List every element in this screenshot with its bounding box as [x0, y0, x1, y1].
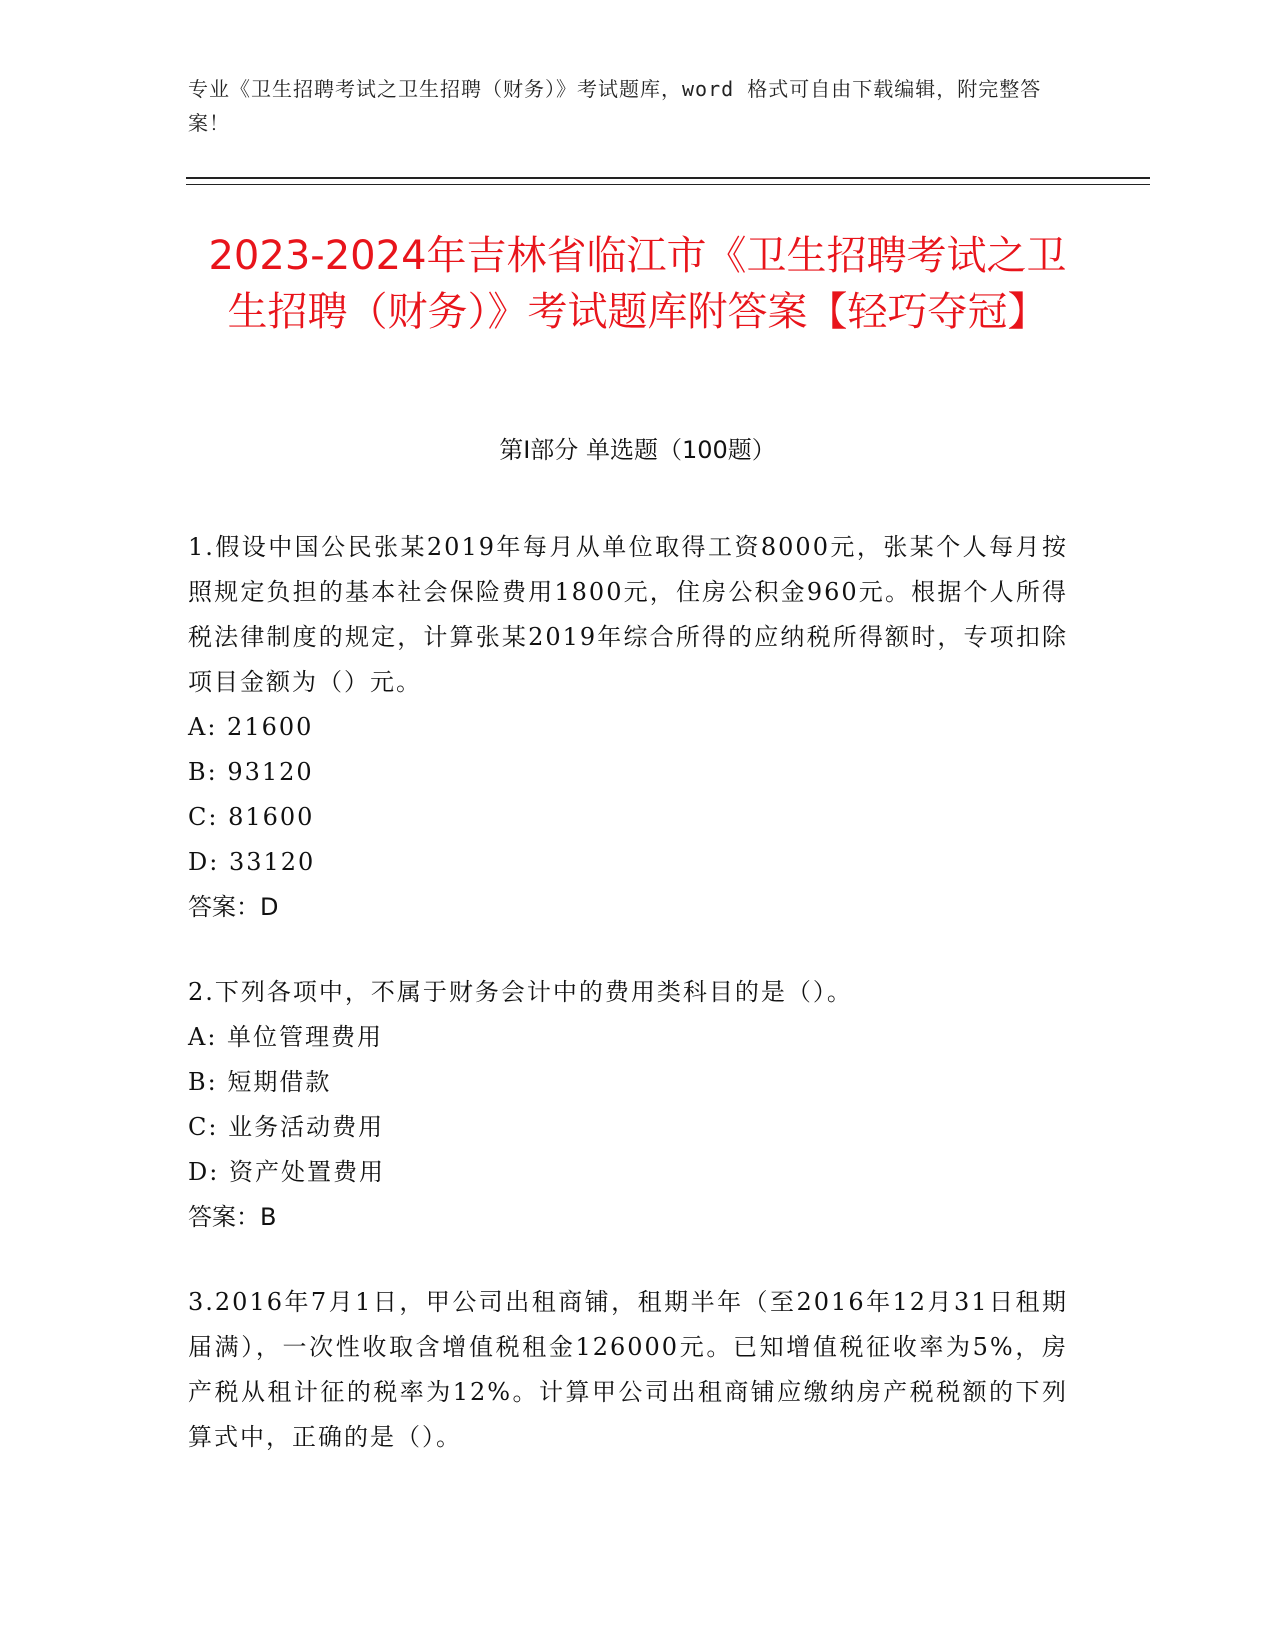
option-d: D: 资产处置费用: [188, 1158, 385, 1186]
question-stem: 1.假设中国公民张某2019年每月从单位取得工资8000元，张某个人每月按照规定负担的基本社会保险费用1800元，住房公积金960元。根据个人所得税法律制度的规定，计算张某2019年综合所得的应纳税所得额时，专项扣除项目金额为（）元。: [188, 533, 1068, 696]
header-divider-thick: [186, 177, 1150, 179]
question-list: [188, 525, 1068, 1500]
option-b: B: 93120: [188, 758, 314, 786]
option-b: B: 短期借款: [188, 1068, 332, 1096]
option-a: A: 21600: [188, 713, 314, 741]
question-2: [188, 970, 1068, 1240]
option-d: D: 33120: [188, 848, 316, 876]
option-a: A: 单位管理费用: [188, 1023, 384, 1051]
answer: 答案：B: [188, 1203, 277, 1231]
option-c: C: 81600: [188, 803, 315, 831]
question-stem: 3.2016年7月1日，甲公司出租商铺，租期半年（至2016年12月31日租期届满），一次性收取含增值税租金126000元。已知增值税征收率为5%，房产税从租计征的税率为12%。计算甲公司出租商铺应缴纳房产税税额的下列算式中，正确的是（）。: [188, 1288, 1068, 1451]
section-heading: 第Ⅰ部分 单选题（100题）: [499, 436, 776, 464]
question-3: [188, 1280, 1068, 1460]
question-stem: 2.下列各项中，不属于财务会计中的费用类科目的是（）。: [188, 978, 853, 1006]
option-c: C: 业务活动费用: [188, 1113, 385, 1141]
document-title: 2023-2024年吉林省临江市《卫生招聘考试之卫生招聘（财务）》考试题库附答案【轻巧夺冠】: [208, 233, 1067, 335]
header-divider-thin: [186, 184, 1150, 185]
header-note: 专业《卫生招聘考试之卫生招聘（财务）》考试题库，word 格式可自由下载编辑，附完整答案！: [188, 77, 1042, 135]
answer: 答案：D: [188, 893, 279, 921]
question-1: [188, 525, 1068, 930]
